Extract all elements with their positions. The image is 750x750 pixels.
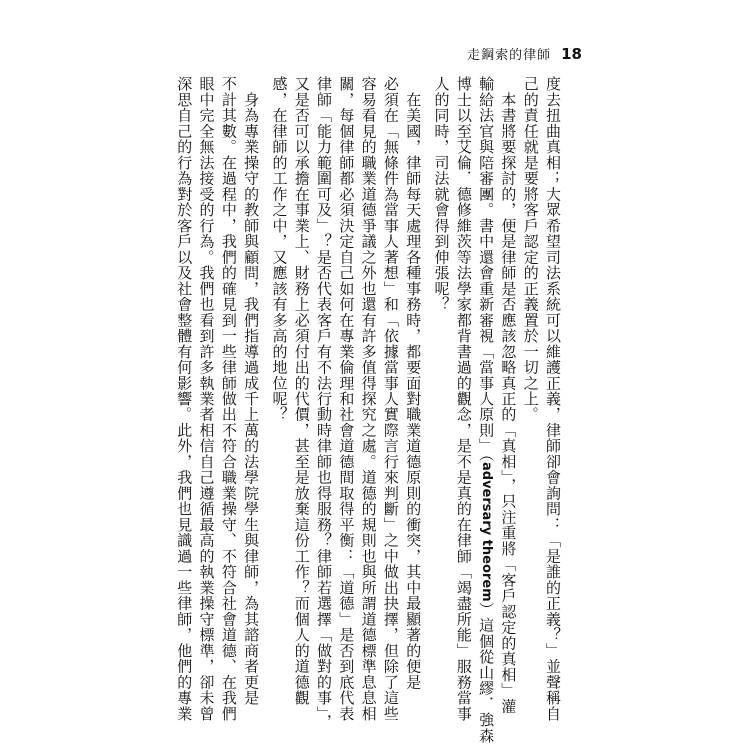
running-header bbox=[467, 44, 582, 63]
text-run: ）這個從山繆．強森 bbox=[477, 601, 496, 744]
text-column: 又是否可以承擔在事業上、財務上必須付出的代價，甚至是放棄這份工作？而個人的道德觀 bbox=[292, 76, 311, 706]
text-column: 人的同時，司法就會得到伸張呢？ bbox=[432, 76, 451, 313]
text-column: 不計其數。在過程中，我們的確見到一些律師做出不符合職業操守、不符合社會道德、在我們 bbox=[219, 76, 238, 722]
text-column: 己的責任就是要將客戶認定的正義置於一切之上。 bbox=[521, 76, 540, 423]
text-column: 深思自己的行為對於客戶以及社會整體有何影響。此外，我們也見識過一些律師，他們的專業 bbox=[175, 76, 194, 722]
text-column: 度去扭曲真相；大眾希望司法系統可以維護正義，律師卻會詢問：「是誰的正義？」並聲稱自 bbox=[544, 76, 562, 722]
text-column: 必須在「無條件為當事人著想」和「依據當事人實際言行來判斷」之中做出抉擇，但除了這些 bbox=[381, 76, 400, 722]
text-column: 身為專業操守的教師與顧問，我們指導過成千上萬的法學院學生與律師，為其諮商者更是 bbox=[242, 76, 261, 706]
text-column: 博士以至艾倫．德修維茨等法學家都背書過的觀念，是不是真的在律師「竭盡所能」服務當事 bbox=[454, 76, 473, 722]
text-column: 關，每個律師都必須決定自己如何在專業倫理和社會道德間取得平衡：「道德」是否到底代表 bbox=[337, 76, 356, 722]
text-column: 容易看見的職業道德爭議之外也還有許多值得探究之處。道德的規則也與所謂道德標準息息相 bbox=[359, 76, 378, 722]
text-column: 律師「能力範圍可及」？是否代表客戶有不法行動時律師也得服務？律師若選擇「做對的事」， bbox=[315, 76, 334, 730]
text-run: 輸給法官與陪審團。書中還會重新審視「當事人原則」（ bbox=[477, 76, 496, 462]
text-column bbox=[475, 76, 497, 744]
page-number: 18 bbox=[561, 45, 582, 63]
running-title: 走鋼索的律師 bbox=[467, 48, 552, 63]
text-column: 眼中完全無法接受的行為。我們也看到許多執業者相信自己遵循最高的執業操守標準，卻未曾 bbox=[197, 76, 216, 722]
text-column: 感，在律師的工作之中，又應該有多高的地位呢？ bbox=[270, 76, 289, 423]
text-column: 本書將要探討的，便是律師是否應該忽略真正的「真相」，只注重將「客戶認定的真相」灌 bbox=[499, 76, 518, 714]
latin-term: adversary theorem bbox=[479, 462, 495, 602]
text-column: 在美國，律師每天處理各種事務時，都要面對職業道德原則的衝突，其中最顯著的便是 bbox=[404, 76, 423, 690]
body-text bbox=[175, 76, 564, 744]
